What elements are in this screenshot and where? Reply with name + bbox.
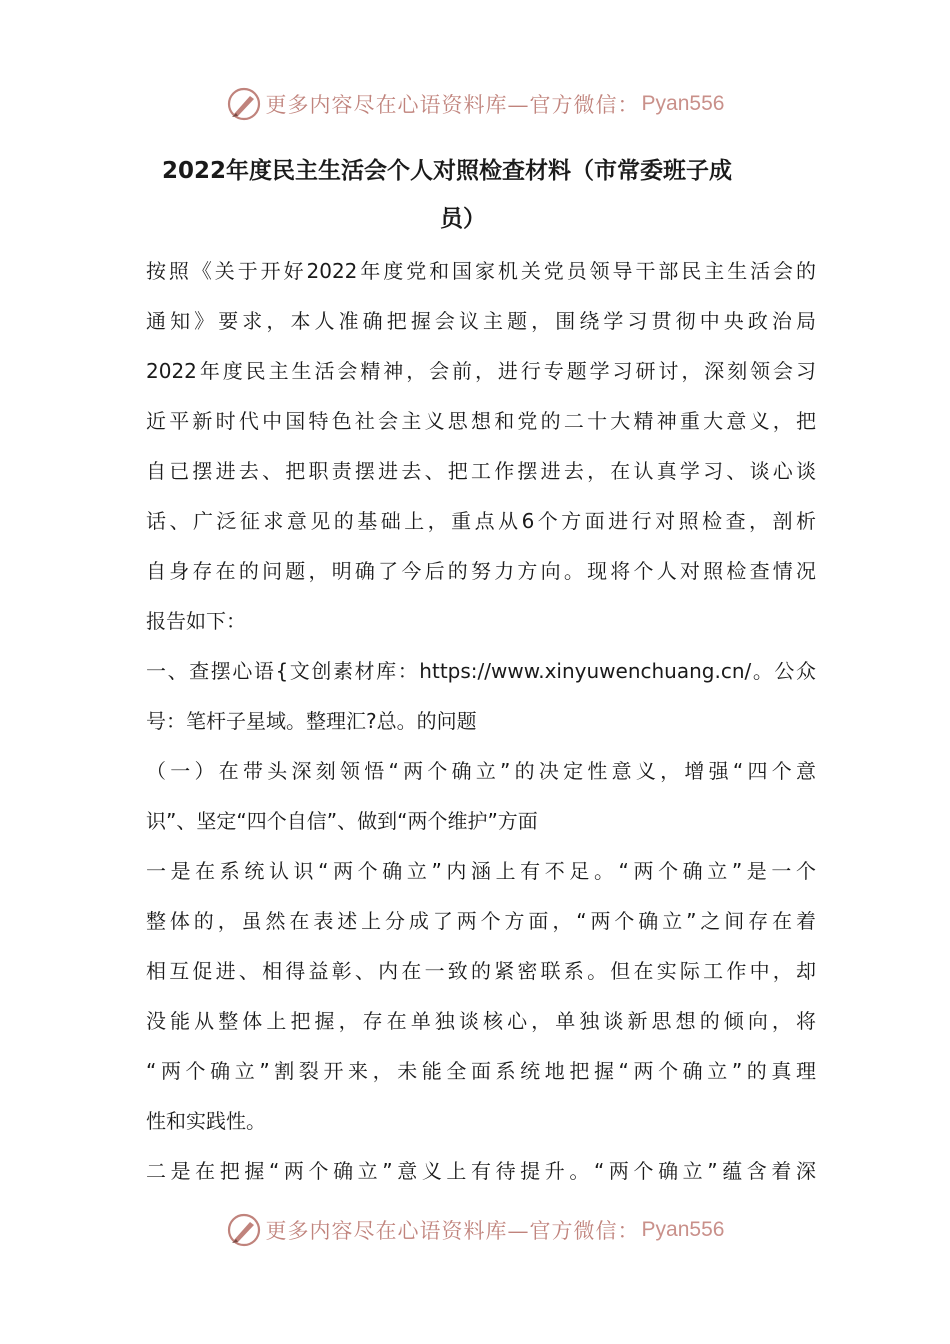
body-line: “两个确立”割裂开来，未能全面系统地把握“两个确立”的真理: [146, 1059, 816, 1083]
body-line: 一是在系统认识“两个确立”内涵上有不足。“两个确立”是一个: [146, 859, 816, 883]
body-line: 话、广泛征求意见的基础上，重点从6个方面进行对照检查，剖析: [146, 509, 816, 533]
banner-wechat-id: Pyan556: [641, 1218, 725, 1241]
body-line: 性和实践性。: [146, 1109, 266, 1133]
body-line: 通知》要求，本人准确把握会议主题，围绕学习贯彻中央政治局: [146, 309, 816, 333]
body-line: 二是在把握“两个确立”意义上有待提升。“两个确立”蕴含着深: [146, 1159, 816, 1183]
footer-watermark-banner: [0, 1208, 950, 1252]
body-line: 整体的，虽然在表述上分成了两个方面，“两个确立”之间存在着: [146, 909, 816, 933]
document-title-line-2: 员）: [440, 206, 486, 232]
document-title-line-1: 2022年度民主生活会个人对照检查材料（市常委班子成: [162, 158, 733, 184]
body-line: 2022年度民主生活会精神，会前，进行专题学习研讨，深刻领会习: [146, 359, 816, 383]
pen-logo-icon: [226, 86, 262, 122]
body-line: 相互促进、相得益彰、内在一致的紧密联系。但在实际工作中，却: [146, 959, 816, 983]
pen-logo-icon: [226, 1212, 262, 1248]
body-line: 按照《关于开好2022年度党和国家机关党员领导干部民主生活会的: [146, 259, 816, 283]
banner-text: 更多内容尽在心语资料库—官方微信：: [265, 1219, 640, 1243]
document-body: [146, 246, 816, 1196]
body-line: 报告如下：: [146, 609, 246, 633]
body-line: 自身存在的问题，明确了今后的努力方向。现将个人对照检查情况: [146, 559, 816, 583]
header-watermark-banner: [0, 82, 950, 126]
body-line: 自已摆进去、把职责摆进去、把工作摆进去，在认真学习、谈心谈: [146, 459, 816, 483]
section-heading-line: 一、查摆心语{文创素材库：https://www.xinyuwenchuang.cn/。公众: [146, 659, 816, 683]
body-line: 近平新时代中国特色社会主义思想和党的二十大精神重大意义，把: [146, 409, 816, 433]
banner-text: 更多内容尽在心语资料库—官方微信：: [265, 93, 640, 117]
body-line: 没能从整体上把握，存在单独谈核心，单独谈新思想的倾向，将: [146, 1009, 816, 1033]
banner-wechat-id: Pyan556: [641, 92, 725, 115]
subsection-heading-line: 识”、坚定“四个自信”、做到“两个维护”方面: [146, 809, 538, 833]
subsection-heading-line: （一）在带头深刻领悟“两个确立”的决定性意义，增强“四个意: [146, 759, 816, 783]
section-heading-line: 号：笔杆子星域。整理汇?总。的问题: [146, 709, 477, 733]
